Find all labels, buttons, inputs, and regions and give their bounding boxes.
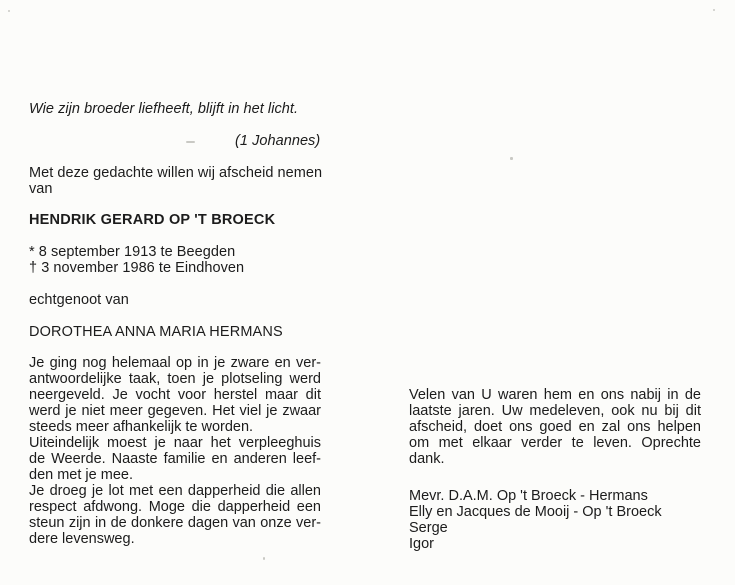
family-member: Serge (409, 520, 448, 536)
death-date: † 3 november 1986 te Eindhoven (29, 260, 245, 276)
scan-speck (263, 557, 265, 560)
family-member: Igor (409, 536, 434, 552)
body-line: Uiteindelijk moest je naar het verpleeghuis (29, 435, 321, 451)
body-line: steun zijn in de donkere dagen van onze ver- (29, 515, 321, 531)
thanks-line: Velen van U waren hem en ons nabij in de (409, 387, 701, 403)
spouse-intro: echtgenoot van (29, 292, 129, 308)
intro-line-1: Met deze gedachte willen wij afscheid nemen (29, 165, 323, 181)
intro-line-2: van (29, 181, 53, 197)
quote-source: (1 Johannes) (235, 133, 321, 149)
body-line: respect afdwong. Moge die dapperheid een (29, 499, 321, 515)
body-line: antwoordelijke taak, toen je plotseling werd (29, 371, 321, 387)
body-line: den met je mee. (29, 467, 133, 483)
scan-speck (8, 10, 10, 12)
body-line: neergeveld. Je vocht voor herstel maar dit (29, 387, 321, 403)
body-line: steeds meer afhankelijk te worden. (29, 419, 254, 435)
scan-speck (713, 9, 715, 11)
thanks-line: dank. (409, 451, 445, 467)
body-line: de Weerde. Naaste familie en anderen leef- (29, 451, 321, 467)
bible-quote: Wie zijn broeder liefheeft, blijft in het licht. (29, 101, 299, 117)
body-line: werd je niet meer gegeven. Het viel je zwaar (29, 403, 321, 419)
thanks-line: afscheid, doet ons goed en zal ons helpen (409, 419, 701, 435)
body-line: dere levensweg. (29, 531, 135, 547)
birth-date: * 8 september 1913 te Beegden (29, 244, 236, 260)
scan-speck (510, 157, 513, 160)
body-line: Je ging nog helemaal op in je zware en ver- (29, 355, 321, 371)
scan-speck (186, 141, 195, 143)
body-line: Je droeg je lot met een dapperheid die allen (29, 483, 321, 499)
thanks-line: om met elkaar verder te leven. Oprechte (409, 435, 701, 451)
family-member: Mevr. D.A.M. Op 't Broeck - Hermans (409, 488, 648, 504)
thanks-line: laatste jaren. Uw medeleven, ook nu bij dit (409, 403, 701, 419)
family-member: Elly en Jacques de Mooij - Op 't Broeck (409, 504, 662, 520)
deceased-name: HENDRIK GERARD OP 'T BROECK (29, 212, 276, 228)
spouse-name: DOROTHEA ANNA MARIA HERMANS (29, 324, 283, 340)
